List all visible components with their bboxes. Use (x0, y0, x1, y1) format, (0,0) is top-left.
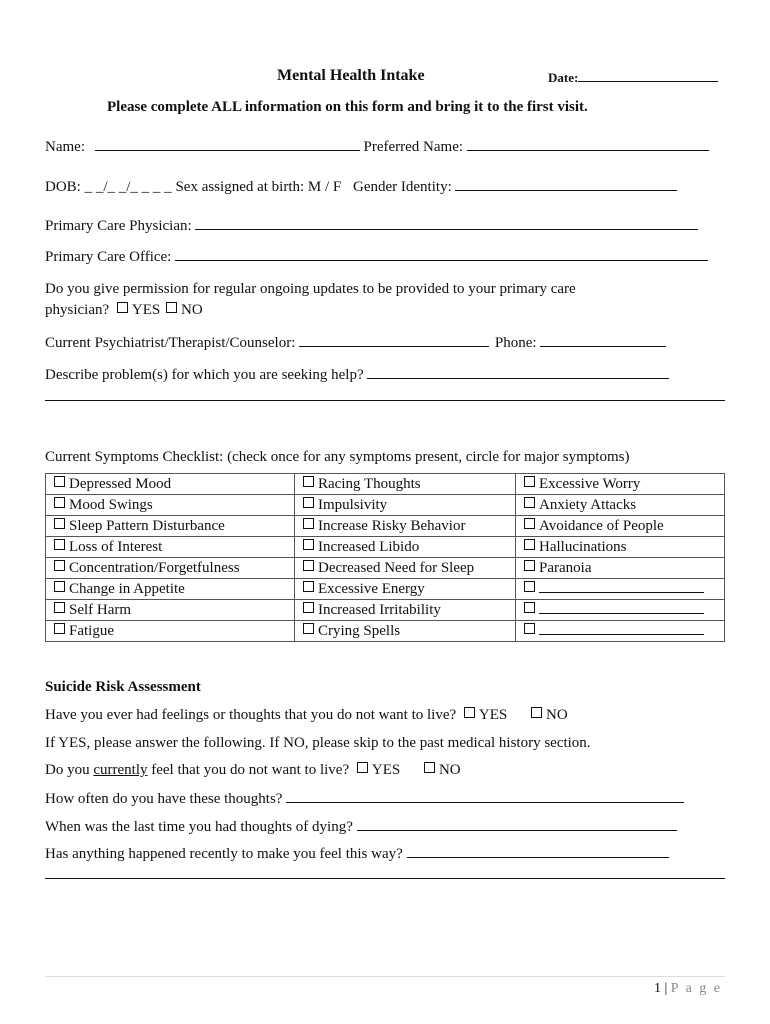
name-label: Name: (45, 139, 85, 155)
dob-row[interactable] (45, 178, 677, 196)
symptom-cell[interactable] (46, 474, 295, 495)
name-field[interactable] (45, 138, 709, 156)
symptom-label: Change in Appetite (69, 581, 185, 597)
symptom-cell[interactable] (46, 600, 295, 621)
current-provider-label: Current Psychiatrist/Therapist/Counselor: (45, 335, 296, 351)
footer-divider (45, 976, 725, 977)
permission-question-line2 (45, 302, 203, 319)
symptoms-heading: Current Symptoms Checklist: (check once for any symptoms present, circle for major symptoms) (45, 449, 630, 465)
q4-text: When was the last time you had thoughts of dying? (45, 819, 353, 835)
q5-continuation-blank[interactable] (45, 878, 725, 879)
if-yes-instruction: If YES, please answer the following. If NO, please skip to the past medical history section. (45, 735, 591, 751)
symptom-label: Sleep Pattern Disturbance (69, 518, 225, 534)
suicide-q5[interactable] (45, 845, 669, 863)
symptom-checkbox[interactable] (54, 623, 65, 634)
symptom-cell[interactable] (295, 579, 516, 600)
preferred-name-label: Preferred Name: (363, 139, 464, 155)
symptom-checkbox[interactable] (524, 476, 535, 487)
symptom-checkbox[interactable] (54, 560, 65, 571)
symptom-label: Racing Thoughts (318, 476, 421, 492)
symptom-label: Excessive Energy (318, 581, 425, 597)
symptom-checkbox[interactable] (303, 497, 314, 508)
symptom-other-blank[interactable] (539, 601, 704, 614)
symptom-cell[interactable] (295, 558, 516, 579)
problem-field[interactable] (45, 366, 669, 384)
symptom-cell[interactable] (46, 516, 295, 537)
problem-continuation-blank[interactable] (45, 400, 725, 401)
symptom-row (46, 474, 725, 495)
symptom-row (46, 537, 725, 558)
gender-identity-label: Gender Identity: (353, 179, 452, 195)
permission-no-checkbox[interactable] (166, 302, 177, 313)
form-title: Mental Health Intake (277, 67, 425, 84)
gender-identity-blank[interactable] (455, 178, 677, 191)
symptom-cell[interactable] (516, 621, 725, 642)
suicide-q3[interactable] (45, 790, 684, 808)
suicide-q4[interactable] (45, 818, 677, 836)
symptom-label: Anxiety Attacks (539, 497, 637, 513)
symptom-checkbox[interactable] (524, 560, 535, 571)
phone-blank[interactable] (540, 334, 666, 347)
q4-blank[interactable] (357, 818, 677, 831)
q1-yes-checkbox[interactable] (464, 707, 475, 718)
symptom-cell[interactable] (516, 579, 725, 600)
q2-text-post: feel that you do not want to live? (147, 762, 350, 778)
symptom-checkbox[interactable] (303, 476, 314, 487)
q5-blank[interactable] (407, 845, 669, 858)
symptom-row (46, 579, 725, 600)
date-blank[interactable] (578, 69, 718, 82)
symptom-label: Increase Risky Behavior (318, 518, 466, 534)
symptom-checkbox[interactable] (524, 581, 535, 592)
symptom-checkbox[interactable] (303, 539, 314, 550)
symptom-other-blank[interactable] (539, 622, 704, 635)
q2-yes-label: YES (371, 762, 401, 778)
q1-yes-label: YES (478, 707, 508, 723)
dob-label: DOB: _ _/_ _/_ _ _ _ (45, 179, 172, 195)
page-number: 1 (653, 981, 661, 996)
symptom-label: Concentration/Forgetfulness (69, 560, 240, 576)
q2-text-pre: Do you (45, 762, 94, 778)
symptom-cell[interactable] (516, 516, 725, 537)
symptom-label: Impulsivity (318, 497, 388, 513)
symptom-cell[interactable] (516, 474, 725, 495)
symptom-label: Depressed Mood (69, 476, 172, 492)
q2-no-label: NO (438, 762, 461, 778)
pcp-office-field[interactable] (45, 248, 708, 266)
pcp-blank[interactable] (195, 217, 698, 230)
symptom-label: Excessive Worry (539, 476, 641, 492)
symptom-cell[interactable] (46, 579, 295, 600)
symptom-cell[interactable] (295, 474, 516, 495)
symptom-label: Fatigue (69, 623, 114, 639)
symptom-checkbox[interactable] (54, 539, 65, 550)
q5-text: Has anything happened recently to make you feel this way? (45, 846, 403, 862)
symptom-checkbox[interactable] (54, 497, 65, 508)
q3-text: How often do you have these thoughts? (45, 791, 283, 807)
symptom-cell[interactable] (516, 600, 725, 621)
symptom-cell[interactable] (46, 621, 295, 642)
q2-yes-checkbox[interactable] (357, 762, 368, 773)
symptom-checkbox[interactable] (303, 518, 314, 529)
suicide-risk-heading: Suicide Risk Assessment (45, 679, 201, 695)
pcp-label: Primary Care Physician: (45, 218, 192, 234)
symptom-row (46, 558, 725, 579)
symptom-label: Increased Libido (318, 539, 420, 555)
symptom-other-blank[interactable] (539, 580, 704, 593)
symptom-checkbox[interactable] (303, 581, 314, 592)
symptom-checkbox[interactable] (54, 518, 65, 529)
symptom-cell[interactable] (516, 495, 725, 516)
current-provider-blank[interactable] (299, 334, 489, 347)
symptom-checkbox[interactable] (303, 602, 314, 613)
suicide-q2 (45, 762, 461, 779)
symptom-checkbox[interactable] (524, 539, 535, 550)
symptom-label: Loss of Interest (69, 539, 163, 555)
permission-yes-checkbox[interactable] (117, 302, 128, 313)
symptom-checkbox[interactable] (524, 497, 535, 508)
instruction-text: Please complete ALL information on this form and bring it to the first visit. (107, 99, 588, 115)
date-label: Date: (548, 70, 579, 85)
symptom-checkbox[interactable] (54, 602, 65, 613)
symptom-label: Avoidance of People (539, 518, 664, 534)
sex-label: Sex assigned at birth: M / F (175, 179, 342, 195)
q1-no-label: NO (546, 707, 568, 723)
symptom-row (46, 516, 725, 537)
problem-blank[interactable] (367, 366, 669, 379)
problem-label: Describe problem(s) for which you are seeking help? (45, 367, 364, 383)
q1-text: Have you ever had feelings or thoughts that you do not want to live? (45, 707, 457, 723)
current-provider-field[interactable] (45, 334, 666, 352)
symptom-row (46, 495, 725, 516)
page-separator: | (664, 981, 668, 996)
symptom-cell[interactable] (295, 600, 516, 621)
symptom-checkbox[interactable] (54, 581, 65, 592)
symptom-checkbox[interactable] (524, 602, 535, 613)
phone-label: Phone: (494, 335, 537, 351)
no-label: NO (181, 302, 203, 318)
symptom-row (46, 621, 725, 642)
symptom-label: Paranoia (539, 560, 592, 576)
symptom-label: Hallucinations (539, 539, 627, 555)
symptom-label: Decreased Need for Sleep (318, 560, 475, 576)
q2-text-underlined: currently (93, 762, 148, 778)
symptom-checkbox[interactable] (524, 518, 535, 529)
q3-blank[interactable] (286, 790, 684, 803)
symptom-label: Increased Irritability (318, 602, 441, 618)
permission-label: physician? (45, 302, 110, 318)
symptom-cell[interactable] (516, 537, 725, 558)
q1-no-checkbox[interactable] (531, 707, 542, 718)
symptom-row (46, 600, 725, 621)
symptom-cell[interactable] (295, 621, 516, 642)
symptom-checkbox[interactable] (54, 476, 65, 487)
date-field[interactable] (548, 69, 718, 86)
q2-no-checkbox[interactable] (424, 762, 435, 773)
symptom-cell[interactable] (46, 495, 295, 516)
symptom-cell[interactable] (46, 558, 295, 579)
symptom-checkbox[interactable] (524, 623, 535, 634)
name-blank[interactable] (95, 138, 360, 151)
suicide-q1 (45, 707, 568, 724)
symptom-checkbox[interactable] (303, 560, 314, 571)
symptom-cell[interactable] (295, 537, 516, 558)
permission-question-line1: Do you give permission for regular ongoing updates to be provided to your primary care (45, 281, 576, 297)
yes-label: YES (131, 302, 161, 318)
pcp-field[interactable] (45, 217, 698, 235)
symptom-cell[interactable] (295, 495, 516, 516)
symptom-label: Self Harm (69, 602, 132, 618)
symptom-label: Crying Spells (318, 623, 401, 639)
page-footer (654, 981, 722, 997)
symptoms-table (45, 473, 725, 642)
symptom-cell[interactable] (46, 537, 295, 558)
page-word: P a g e (670, 981, 722, 996)
symptom-cell[interactable] (516, 558, 725, 579)
pcp-office-label: Primary Care Office: (45, 249, 172, 265)
preferred-name-blank[interactable] (467, 138, 709, 151)
symptom-cell[interactable] (295, 516, 516, 537)
pcp-office-blank[interactable] (175, 248, 708, 261)
symptom-checkbox[interactable] (303, 623, 314, 634)
symptom-label: Mood Swings (69, 497, 153, 513)
